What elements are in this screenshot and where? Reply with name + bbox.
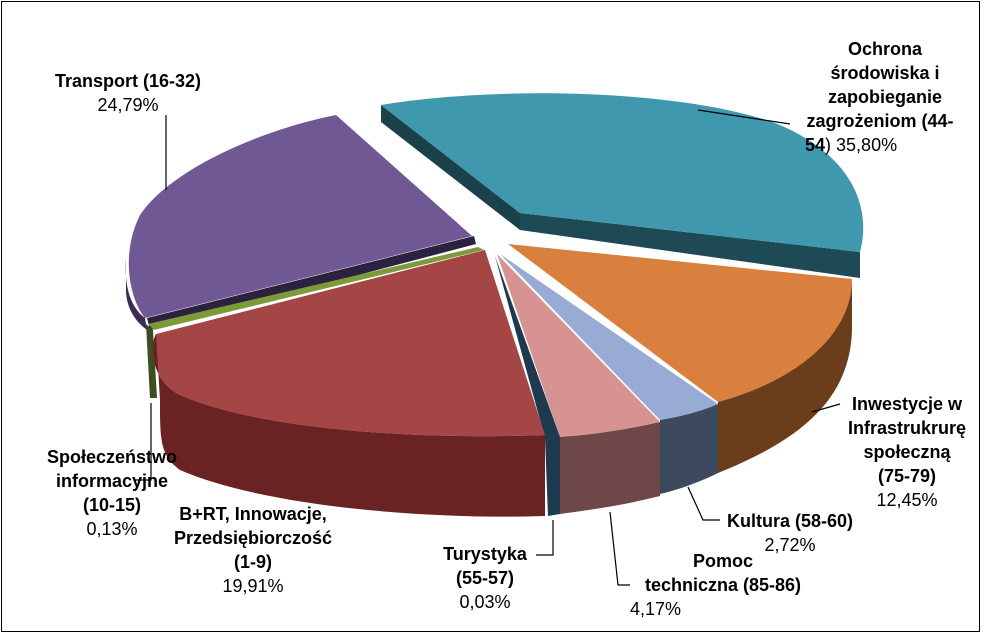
- label-ochrona-line5-bold: 54: [805, 135, 826, 155]
- label-kultura-line1: Kultura (58-60): [726, 511, 854, 531]
- leader-spoleczenstwo: [135, 403, 151, 480]
- label-spoleczenstwo-line2: informacyjne: [55, 471, 169, 491]
- label-kultura-pct: 2,72%: [764, 535, 816, 555]
- label-inwestycje-line4: (75-79): [877, 466, 937, 486]
- slices: [126, 93, 864, 516]
- label-brt-line1: B+RT, Innowacje,: [179, 504, 327, 524]
- label-pomoc-pct: 4,17%: [630, 599, 682, 619]
- leader-kultura: [688, 487, 720, 520]
- label-brt-pct: 19,91%: [222, 576, 284, 596]
- slice-pomoc-rim: [560, 422, 660, 514]
- label-ochrona-line1: Ochrona: [847, 39, 923, 59]
- label-brt-line3: (1-9): [233, 552, 273, 572]
- label-inwestycje-line1: Inwestycje w: [851, 394, 963, 414]
- label-transport-line1: Transport (16-32): [54, 71, 202, 91]
- label-spoleczenstwo-pct: 0,13%: [86, 519, 138, 539]
- label-pomoc-line2: techniczna (85-86): [644, 575, 802, 595]
- label-turystyka-line1: Turystyka: [443, 544, 527, 564]
- leader-pomoc: [610, 512, 630, 585]
- leader-turystyka: [536, 520, 553, 555]
- label-ochrona-line3: zapobieganie: [827, 87, 943, 107]
- label-ochrona-line4: zagrożeniom (44-: [806, 111, 954, 131]
- label-ochrona-pct: 35,80%: [836, 135, 898, 155]
- label-turystyka-line2: (55-57): [455, 568, 515, 588]
- label-inwestycje-pct: 12,45%: [876, 490, 938, 510]
- label-inwestycje-line3: społeczną: [863, 442, 951, 462]
- label-spoleczenstwo-line3: (10-15): [82, 495, 142, 515]
- label-ochrona-paren: ): [825, 135, 837, 155]
- label-ochrona-line5: [805, 135, 897, 155]
- label-spoleczenstwo-line1: Społeczeństwo: [46, 447, 178, 467]
- label-brt-line2: Przedsiębiorczość: [173, 528, 333, 548]
- label-transport-pct: 24,79%: [97, 95, 159, 115]
- label-inwestycje-line2: Infrastrukrurę: [847, 418, 967, 438]
- label-ochrona-line2: środowiska i: [830, 63, 940, 83]
- label-pomoc-line1: Pomoc: [692, 551, 754, 571]
- label-turystyka-pct: 0,03%: [459, 592, 511, 612]
